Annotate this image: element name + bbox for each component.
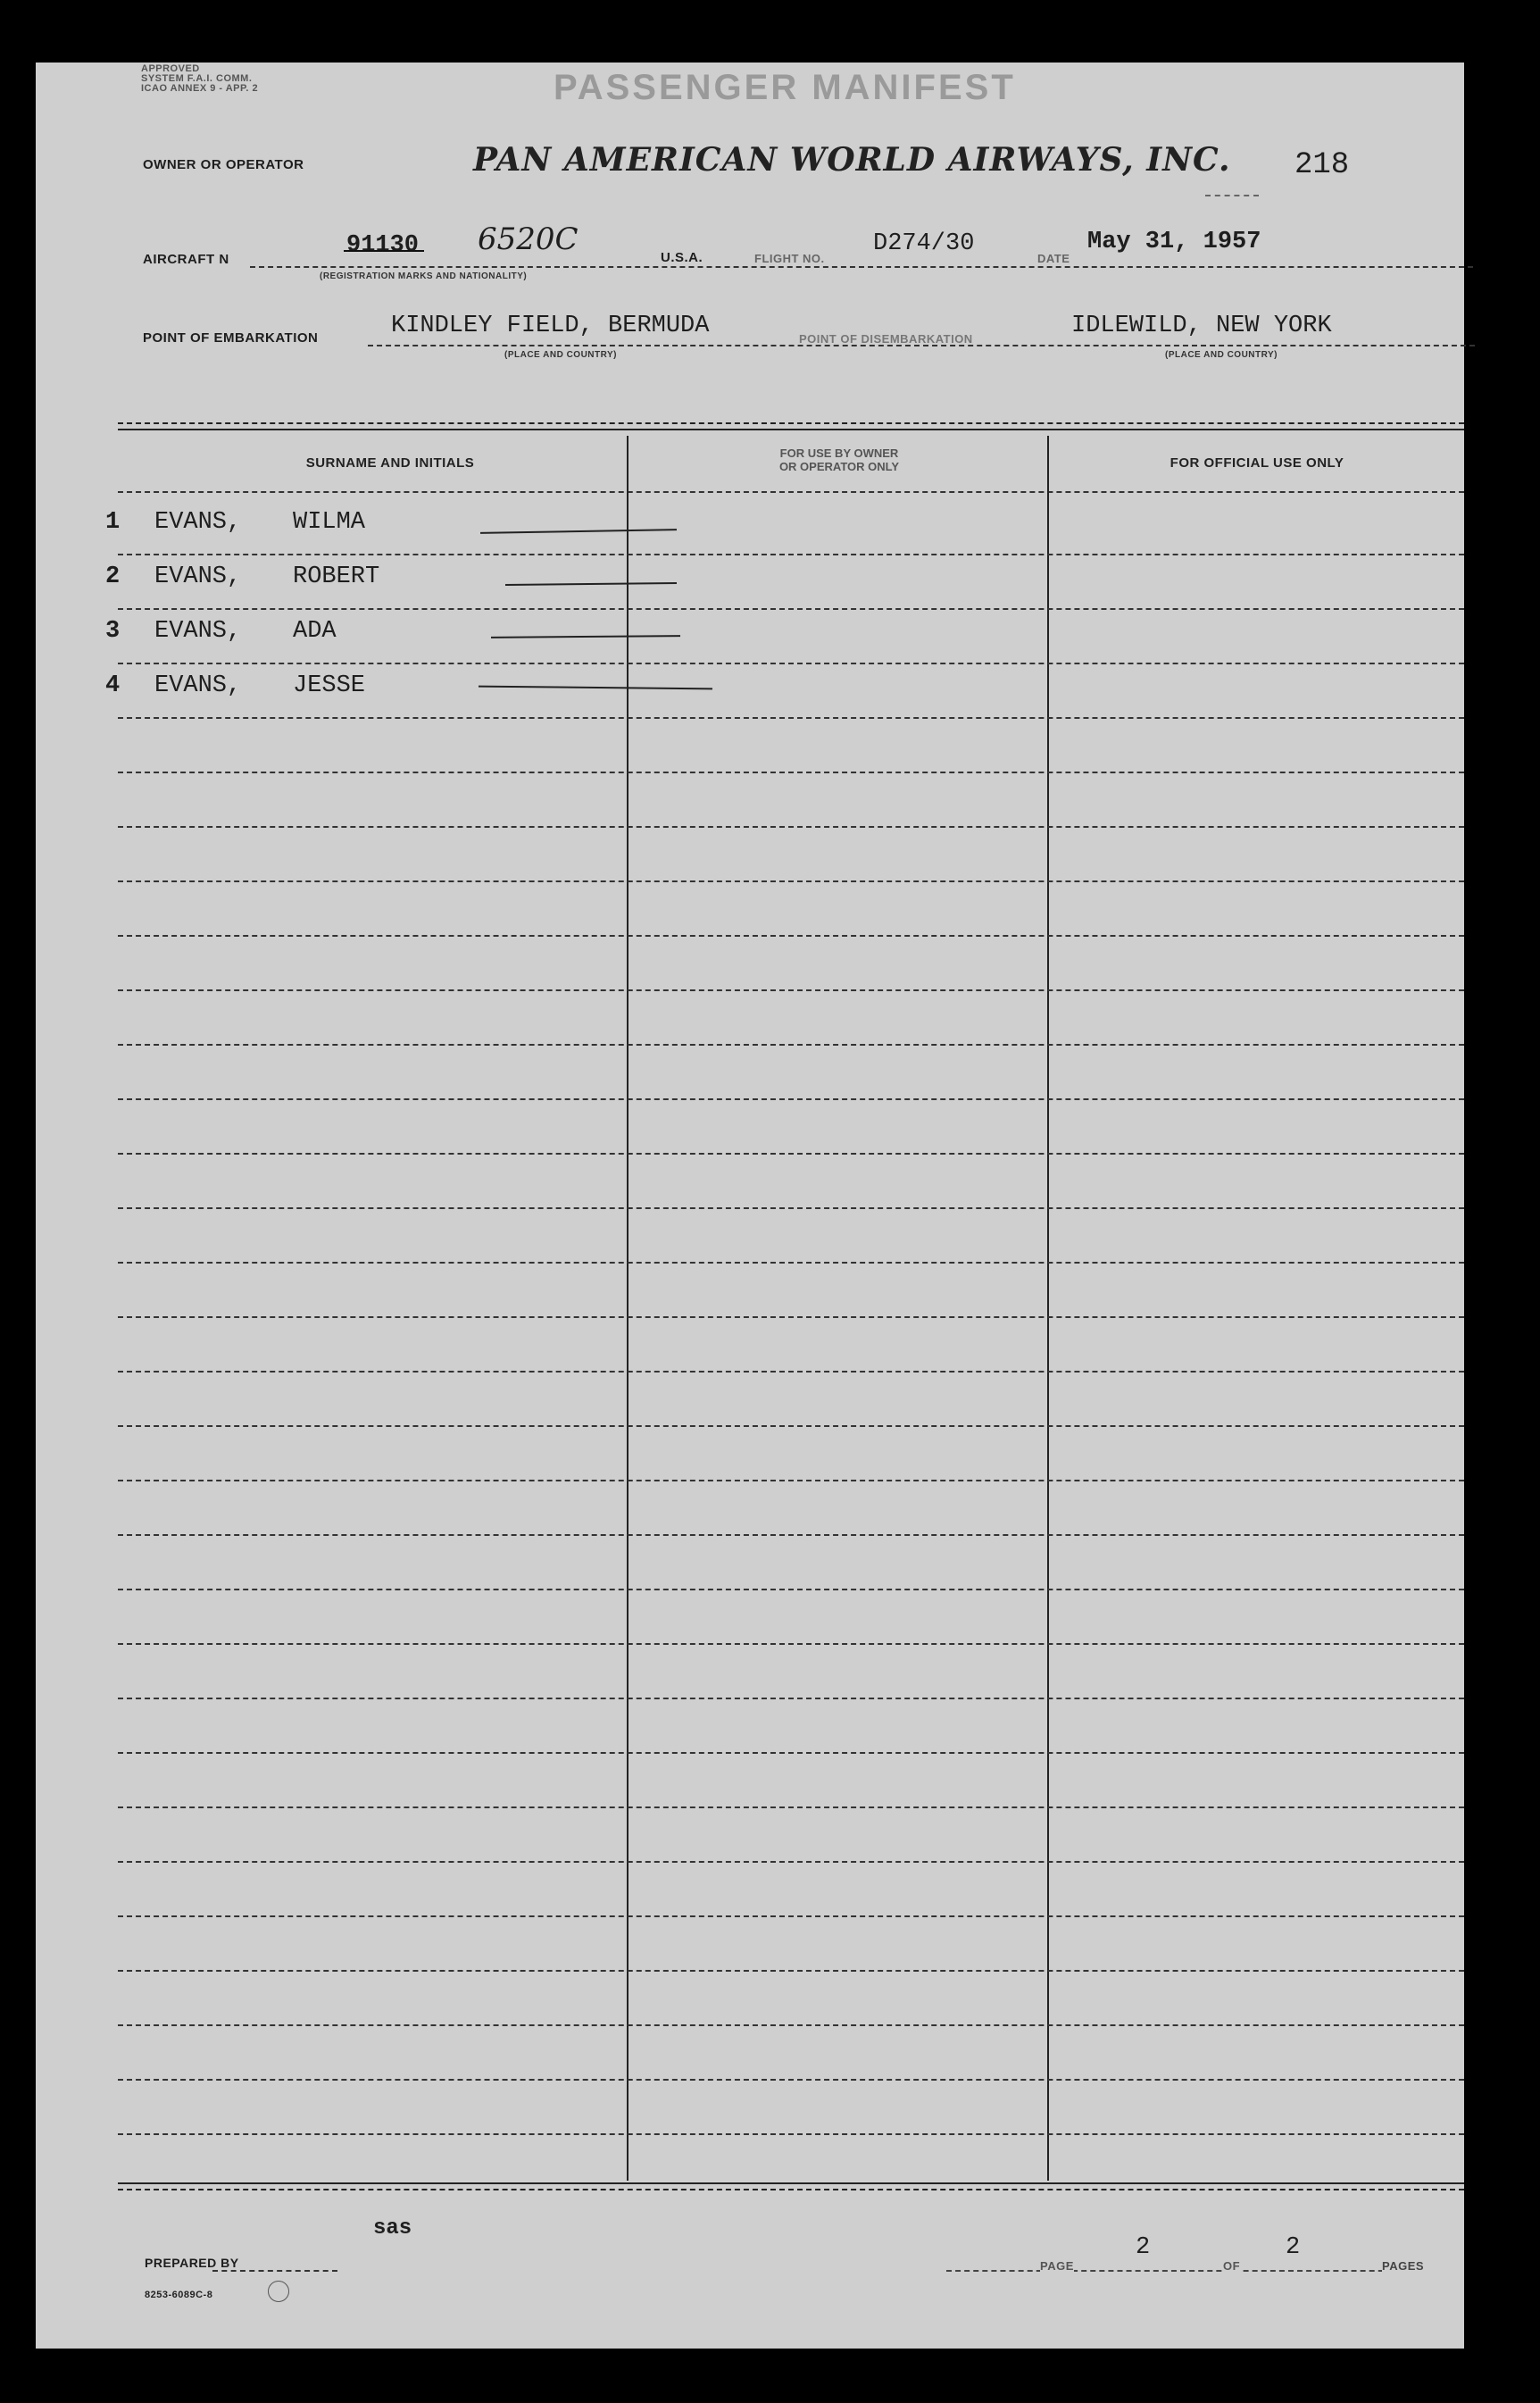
col-surname-header: SURNAME AND INITIALS	[305, 455, 475, 471]
number-rule	[1205, 195, 1259, 196]
approval-line: APPROVED	[141, 63, 200, 74]
ruled-line	[118, 717, 1464, 719]
prepared-rule	[212, 2270, 337, 2272]
ruled-line	[118, 1970, 1464, 1972]
ruled-line	[118, 1371, 1464, 1373]
ruled-line	[118, 935, 1464, 937]
form-title: PASSENGER MANIFEST	[554, 68, 1016, 107]
ruled-line	[118, 1262, 1464, 1264]
approval-line: ICAO ANNEX 9 - APP. 2	[141, 83, 259, 94]
pages-label: PAGES	[1382, 2259, 1425, 2273]
table-bottom-rule	[118, 2182, 1464, 2184]
ruled-line	[118, 1861, 1464, 1863]
passenger-surname: EVANS,	[154, 509, 242, 536]
page-label: PAGE	[1040, 2259, 1074, 2273]
nationality: U.S.A.	[661, 250, 703, 265]
passenger-surname: EVANS,	[154, 672, 242, 699]
ruled-line	[118, 2024, 1464, 2026]
passenger-surname: EVANS,	[154, 618, 242, 645]
ruled-line	[118, 1589, 1464, 1590]
approval-line: SYSTEM F.A.I. COMM.	[141, 73, 253, 84]
list-item	[105, 663, 730, 717]
passenger-number: 3	[105, 618, 121, 645]
disembark-caption: (PLACE AND COUNTRY)	[1165, 350, 1278, 360]
of-value: 2	[1286, 2234, 1301, 2261]
flight-label: FLIGHT NO.	[754, 252, 825, 265]
union-label-icon	[268, 2281, 289, 2302]
ruled-line	[118, 772, 1464, 773]
sheet-number: 218	[1294, 148, 1350, 182]
ruled-line	[118, 1207, 1464, 1209]
date-label: DATE	[1037, 252, 1070, 265]
embark-caption: (PLACE AND COUNTRY)	[504, 350, 617, 360]
passenger-given: ROBERT	[293, 563, 380, 590]
manifest-sheet	[36, 63, 1464, 2349]
embark-label: POINT OF EMBARKATION	[143, 330, 319, 346]
ruled-line	[118, 1915, 1464, 1917]
col-owner-header-line: FOR USE BY OWNER	[779, 446, 899, 460]
strike-line	[344, 250, 424, 252]
ruled-line	[118, 1425, 1464, 1427]
ruled-line	[118, 1534, 1464, 1536]
prepared-label: PREPARED BY	[145, 2256, 239, 2270]
ruled-line	[118, 1316, 1464, 1318]
prepared-value: sas	[373, 2216, 412, 2240]
passenger-given: ADA	[293, 618, 337, 645]
ruled-line	[118, 826, 1464, 828]
ruled-line	[118, 1480, 1464, 1481]
approval-block	[141, 64, 258, 94]
pen-line	[479, 686, 712, 690]
ruled-line	[118, 2079, 1464, 2081]
owner-value: PAN AMERICAN WORLD AIRWAYS, INC.	[473, 141, 1231, 179]
aircraft-caption: (REGISTRATION MARKS AND NATIONALITY)	[320, 271, 528, 281]
header-rule	[118, 491, 1464, 493]
pen-line	[491, 635, 680, 638]
ruled-line	[118, 989, 1464, 991]
pen-line	[505, 582, 677, 586]
passenger-number: 1	[105, 509, 121, 536]
ruled-line	[118, 1643, 1464, 1645]
ruled-line	[118, 1098, 1464, 1100]
pen-line	[480, 529, 677, 534]
list-item	[105, 609, 730, 663]
page-rule	[946, 2270, 1411, 2272]
aircraft-rule	[250, 266, 1473, 268]
passenger-surname: EVANS,	[154, 563, 242, 590]
owner-label: OWNER OR OPERATOR	[143, 157, 304, 172]
passenger-given: WILMA	[293, 509, 366, 536]
page-value: 2	[1136, 2234, 1151, 2261]
ruled-line	[118, 880, 1464, 882]
disembark-value: IDLEWILD, NEW YORK	[1071, 313, 1332, 339]
passenger-number: 2	[105, 563, 121, 590]
ruled-line	[118, 1153, 1464, 1155]
passenger-number: 4	[105, 672, 121, 699]
list-item	[105, 555, 730, 608]
ruled-line	[118, 1044, 1464, 1046]
ruled-line	[118, 1698, 1464, 1699]
col-owner-header	[629, 446, 1049, 473]
ruled-line	[118, 1806, 1464, 1808]
flight-value: D274/30	[873, 230, 975, 257]
table-top-rule	[118, 422, 1464, 424]
aircraft-struck: 91130	[346, 232, 420, 259]
ruled-line	[118, 1752, 1464, 1754]
table-bottom-rule	[118, 2189, 1464, 2190]
col-official-header: FOR OFFICIAL USE ONLY	[1170, 455, 1344, 471]
date-value: May 31, 1957	[1087, 229, 1261, 255]
form-code: 8253-6089C-8	[145, 2290, 213, 2300]
of-label: OF	[1223, 2259, 1241, 2273]
table-top-rule	[118, 429, 1464, 430]
aircraft-label: AIRCRAFT N	[143, 252, 229, 267]
disembark-label: POINT OF DISEMBARKATION	[799, 332, 973, 346]
passenger-given: JESSE	[293, 672, 366, 699]
embark-value: KINDLEY FIELD, BERMUDA	[391, 313, 710, 339]
ruled-line	[118, 2133, 1464, 2135]
col-owner-header-line: OR OPERATOR ONLY	[778, 460, 900, 473]
list-item	[105, 500, 730, 554]
aircraft-handwritten: 6520C	[478, 221, 579, 257]
column-divider	[1047, 436, 1049, 2181]
